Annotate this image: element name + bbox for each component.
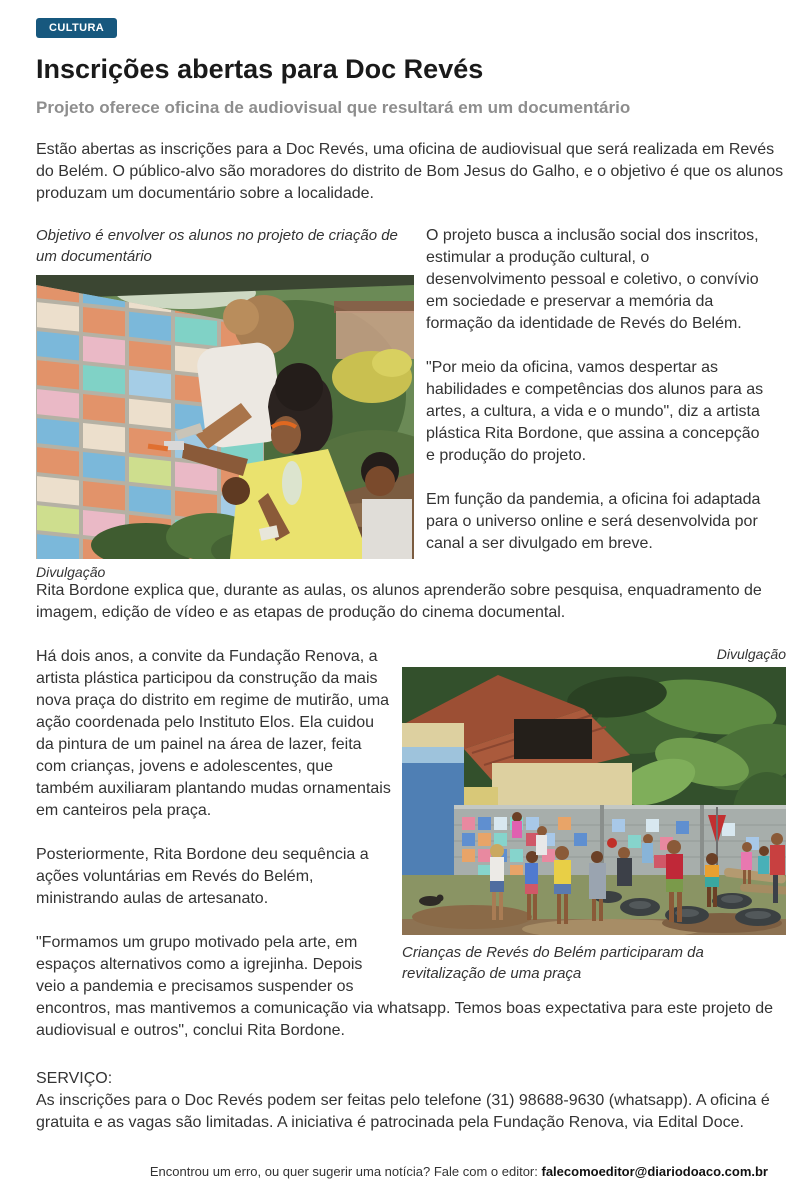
article-paragraph: Em função da pandemia, a oficina foi adaptada para o universo online e será desenvolvida por canal a ser divulgado em breve.: [426, 491, 761, 553]
service-block: [36, 1064, 786, 1134]
photo1-figure: [36, 225, 414, 580]
article-deck: Projeto oferece oficina de audiovisual que resultará em um documentário: [36, 98, 631, 118]
article-title: Inscrições abertas para Doc Revés: [36, 54, 484, 84]
section-two: [36, 646, 786, 1042]
photo2-caption: Crianças de Revés do Belém participaram da revitalização de uma praça: [402, 944, 704, 983]
intro-paragraph: Estão abertas as inscrições para a Doc Revés, uma oficina de audiovisual que será realizada em Revés do Belém. O público-alvo são moradores do distrito de Bom Jesus do Galho, e o objetivo é que os alunos produzam um documentário sobre a localidade.: [36, 141, 784, 203]
article-paragraph: Posteriormente, Rita Bordone deu sequência a ações voluntárias em Revés do Belém, ministrando aulas de artesanato.: [36, 846, 369, 908]
article-paragraph: "Por meio da oficina, vamos despertar as habilidades e competências dos alunos para as artes, a cultura, a vida e o mundo", diz a artista plástica Rita Bordone, que assina a concepção e produção do projeto.: [426, 359, 764, 465]
photo1-credit: Divulgação: [36, 564, 106, 581]
service-heading: SERVIÇO:: [36, 1070, 113, 1088]
category-badge[interactable]: CULTURA: [36, 18, 117, 38]
wall-painting-photo: [36, 275, 414, 559]
section-one-text: [426, 225, 786, 577]
article-paragraph: O projeto busca a inclusão social dos inscritos, estimular a produção cultural, o desenvolvimento pessoal e coletivo, o convívio em sociedade e preservar a memória da formação da identidade de Revés do Belém.: [426, 227, 759, 333]
editor-contact-note: [36, 1164, 786, 1179]
editor-contact-prompt: Encontrou um erro, ou quer sugerir uma notícia? Fale com o editor:: [149, 1164, 538, 1180]
plaza-photo: [402, 667, 786, 935]
section-one: [36, 225, 786, 581]
photo2-figure: [402, 646, 786, 984]
photo1-caption: Objetivo é envolver os alunos no projeto de criação de um documentário: [36, 227, 398, 266]
mid-paragraph: Rita Bordone explica que, durante as aulas, os alunos aprenderão sobre pesquisa, enquadramento de imagem, edição de vídeo e as etapas de produção do cinema documental.: [36, 582, 762, 622]
service-text: As inscrições para o Doc Revés podem ser feitas pelo telefone (31) 98688-9630 (whatsapp). A oficina é gratuita e as vagas são limitadas. A iniciativa é patrocinada pela Fundação Renova, via Edital Doce.: [36, 1092, 770, 1132]
article-paragraph: Há dois anos, a convite da Fundação Renova, a artista plástica participou da construção da mais nova praça do distrito em regime de mutirão, uma ação coordenada pelo Instituto Elos. Ela cuidou da pintura de um painel na área de lazer, feita com crianças, jovens e adolescentes, que também auxiliaram plantando mudas ornamentais em canteiros pela praça.: [36, 648, 391, 820]
article-paragraph: "Formamos um grupo motivado pela arte, em espaços alternativos como a igrejinha. Depois veio a pandemia e precisamos suspender os encontros, mas mantivemos a comunicação via whatsapp. Temos boas expectativa para este projeto de audiovisual e outros", conclui Rita Bordone.: [36, 934, 773, 1040]
photo2-credit: Divulgação: [716, 646, 786, 663]
editor-email-link[interactable]: falecomoeditor@diariodoaco.com.br: [541, 1164, 768, 1180]
